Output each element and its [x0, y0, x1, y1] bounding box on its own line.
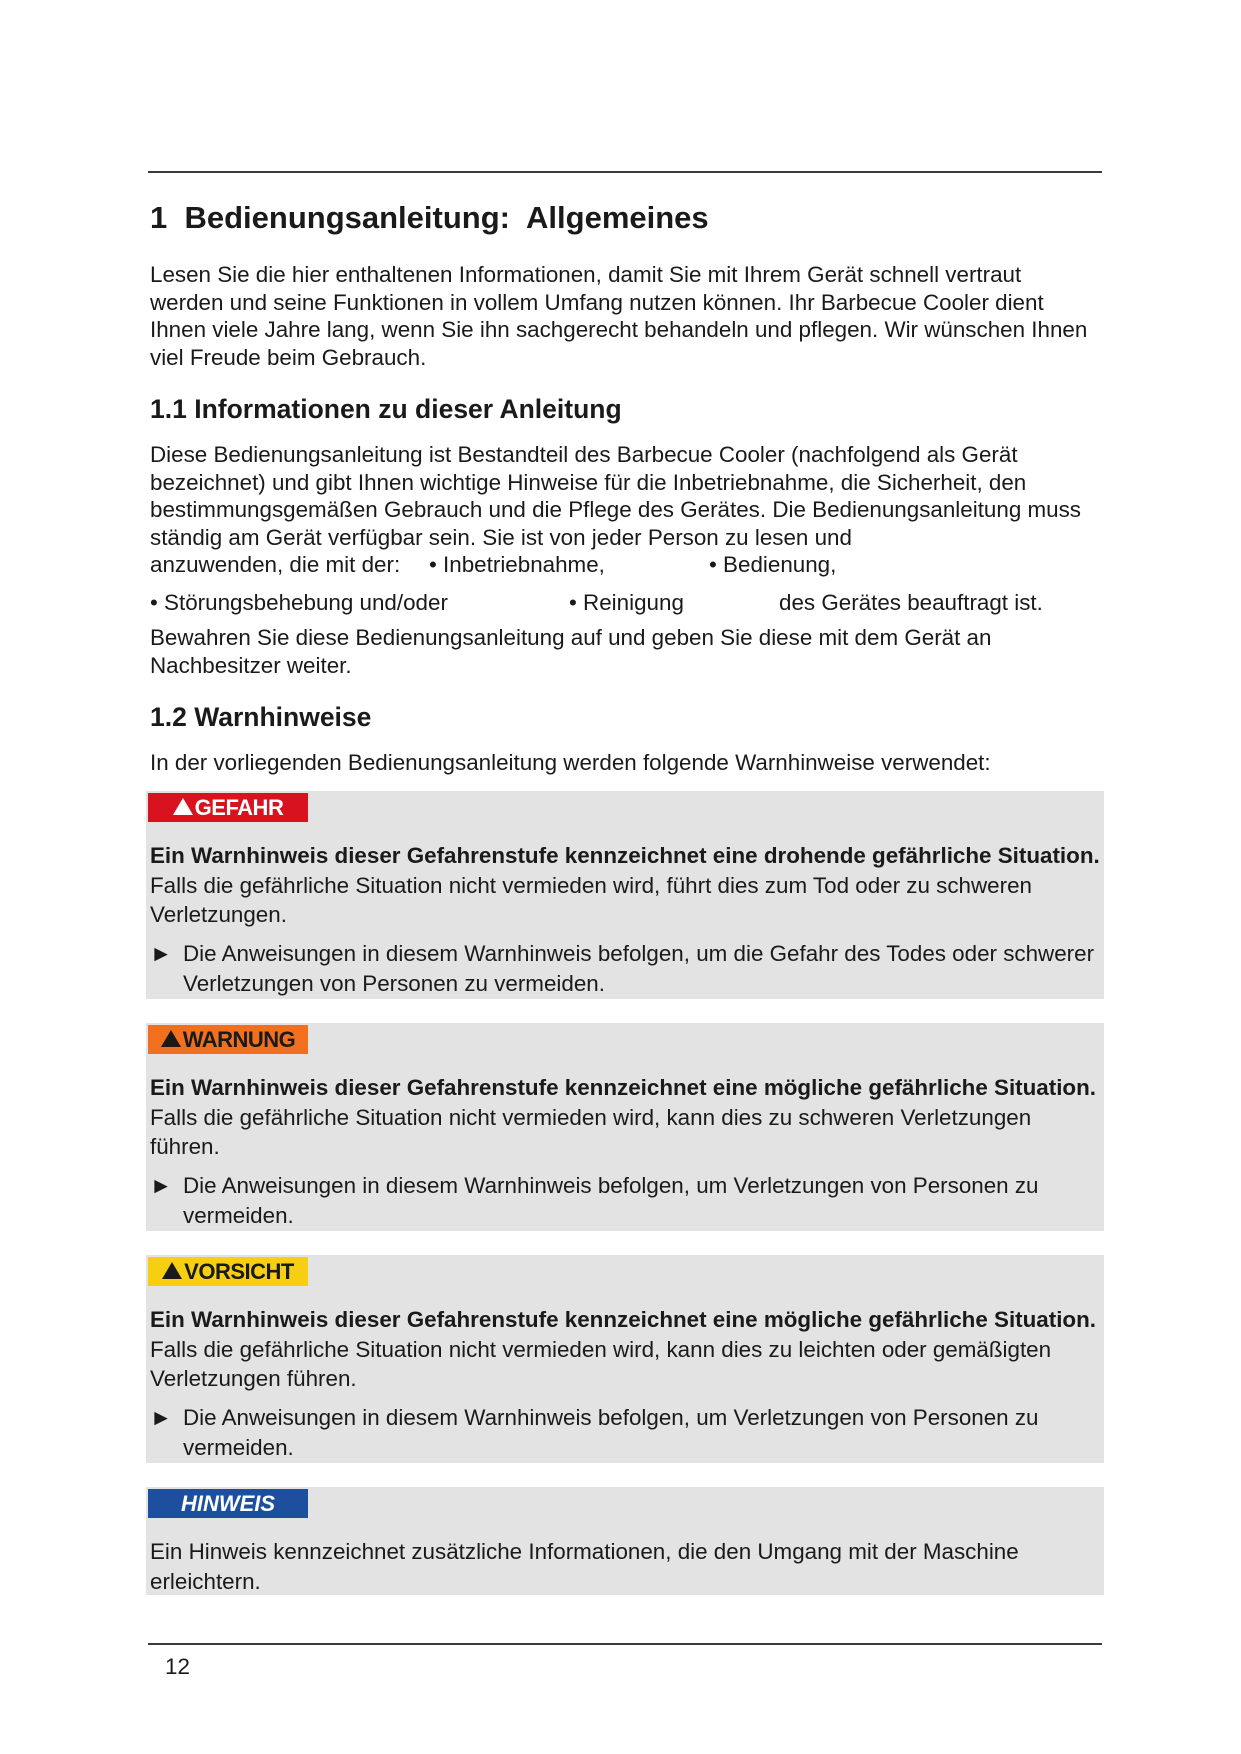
bullet-inbetriebnahme: • Inbetriebnahme, [429, 552, 605, 577]
danger-description: Ein Warnhinweis dieser Gefahrenstufe kennzeichnet eine drohende gefährliche Situation. Falls die gefährliche Situation nicht vermieden wird, führt dies zum Tod oder zu schweren Verletzungen. [150, 843, 1100, 927]
warning-triangle-icon [162, 1262, 182, 1279]
warning-triangle-icon [161, 1030, 181, 1047]
bullet-bedienung: • Bedienung, [709, 552, 837, 577]
section-1-heading: 1 Bedienungsanleitung: Allgemeines [150, 200, 709, 235]
caution-description: Ein Warnhinweis dieser Gefahrenstufe kennzeichnet eine mögliche gefährliche Situation. Falls die gefährliche Situation nicht vermieden wird, kann dies zu leichten oder gemäßigten Verletzungen führen. [150, 1307, 1097, 1391]
caution-box [146, 1255, 1104, 1463]
page-number: 12 [165, 1654, 190, 1679]
section-1-2-heading: 1.2 Warnhinweise [150, 702, 372, 732]
warning-label: WARNUNG [148, 1025, 308, 1054]
section-1-1-closing: Bewahren Sie diese Bedienungsanleitung auf und geben Sie diese mit dem Gerät an Nachbesitzer weiter. [150, 625, 992, 678]
notice-label: HINWEIS [148, 1489, 308, 1518]
section-1-1-heading: 1.1 Informationen zu dieser Anleitung [150, 394, 622, 424]
warning-action: ► Die Anweisungen in diesem Warnhinweis befolgen, um Verletzungen von Personen zu vermeiden. [150, 1171, 1100, 1230]
caution-action: ► Die Anweisungen in diesem Warnhinweis befolgen, um Verletzungen von Personen zu vermeiden. [150, 1403, 1100, 1462]
danger-box [146, 791, 1104, 999]
section-1-1-text: Diese Bedienungsanleitung ist Bestandteil des Barbecue Cooler (nachfolgend als Gerät bezeichnet) und gibt Ihnen wichtige Hinweise für die Inbetriebnahme, die Sicherheit, den bestimmungsgemäßen Gebrauch und die Pflege des Gerätes. Die Bedienungsanleitung muss ständig am Gerät verfügbar sein. Sie ist von jeder Person zu lesen und [150, 442, 1082, 550]
arrow-right-icon: ► [150, 1173, 173, 1198]
danger-action: ► Die Anweisungen in diesem Warnhinweis befolgen, um die Gefahr des Todes oder schwerer Verletzungen von Personen zu vermeiden. [150, 939, 1100, 998]
warning-description: Ein Warnhinweis dieser Gefahrenstufe kennzeichnet eine mögliche gefährliche Situation. Falls die gefährliche Situation nicht vermieden wird, kann dies zu schweren Verletzungen führen. [150, 1075, 1097, 1159]
notice-box [146, 1487, 1104, 1595]
line-lead: anzuwenden, die mit der: [150, 552, 401, 577]
danger-label: GEFAHR [148, 793, 308, 822]
warning-box [146, 1023, 1104, 1231]
arrow-right-icon: ► [150, 941, 173, 966]
section-1-2-intro: In der vorliegenden Bedienungsanleitung werden folgende Warnhinweise verwendet: [150, 750, 991, 775]
bullet-reinigung: • Reinigung [569, 590, 684, 615]
section-1-intro: Lesen Sie die hier enthaltenen Informationen, damit Sie mit Ihrem Gerät schnell vertraut werden und seine Funktionen in vollem Umfang nutzen können. Ihr Barbecue Cooler dient Ihnen viele Jahre lang, wenn Sie ihn sachgerecht behandeln und pflegen. Wir wünschen Ihnen viel Freude beim Gebrauch. [150, 262, 1088, 370]
notice-text: Ein Hinweis kennzeichnet zusätzliche Informationen, die den Umgang mit der Maschine erleichtern. [150, 1539, 1019, 1594]
bullet-stoerungsbehebung: • Störungsbehebung und/oder [150, 590, 448, 615]
caution-label: VORSICHT [148, 1257, 308, 1286]
bullets-tail: des Gerätes beauftragt ist. [779, 590, 1043, 615]
footer-rule [148, 1643, 1102, 1645]
header-rule [148, 171, 1102, 173]
arrow-right-icon: ► [150, 1405, 173, 1430]
warning-triangle-icon [173, 798, 193, 815]
